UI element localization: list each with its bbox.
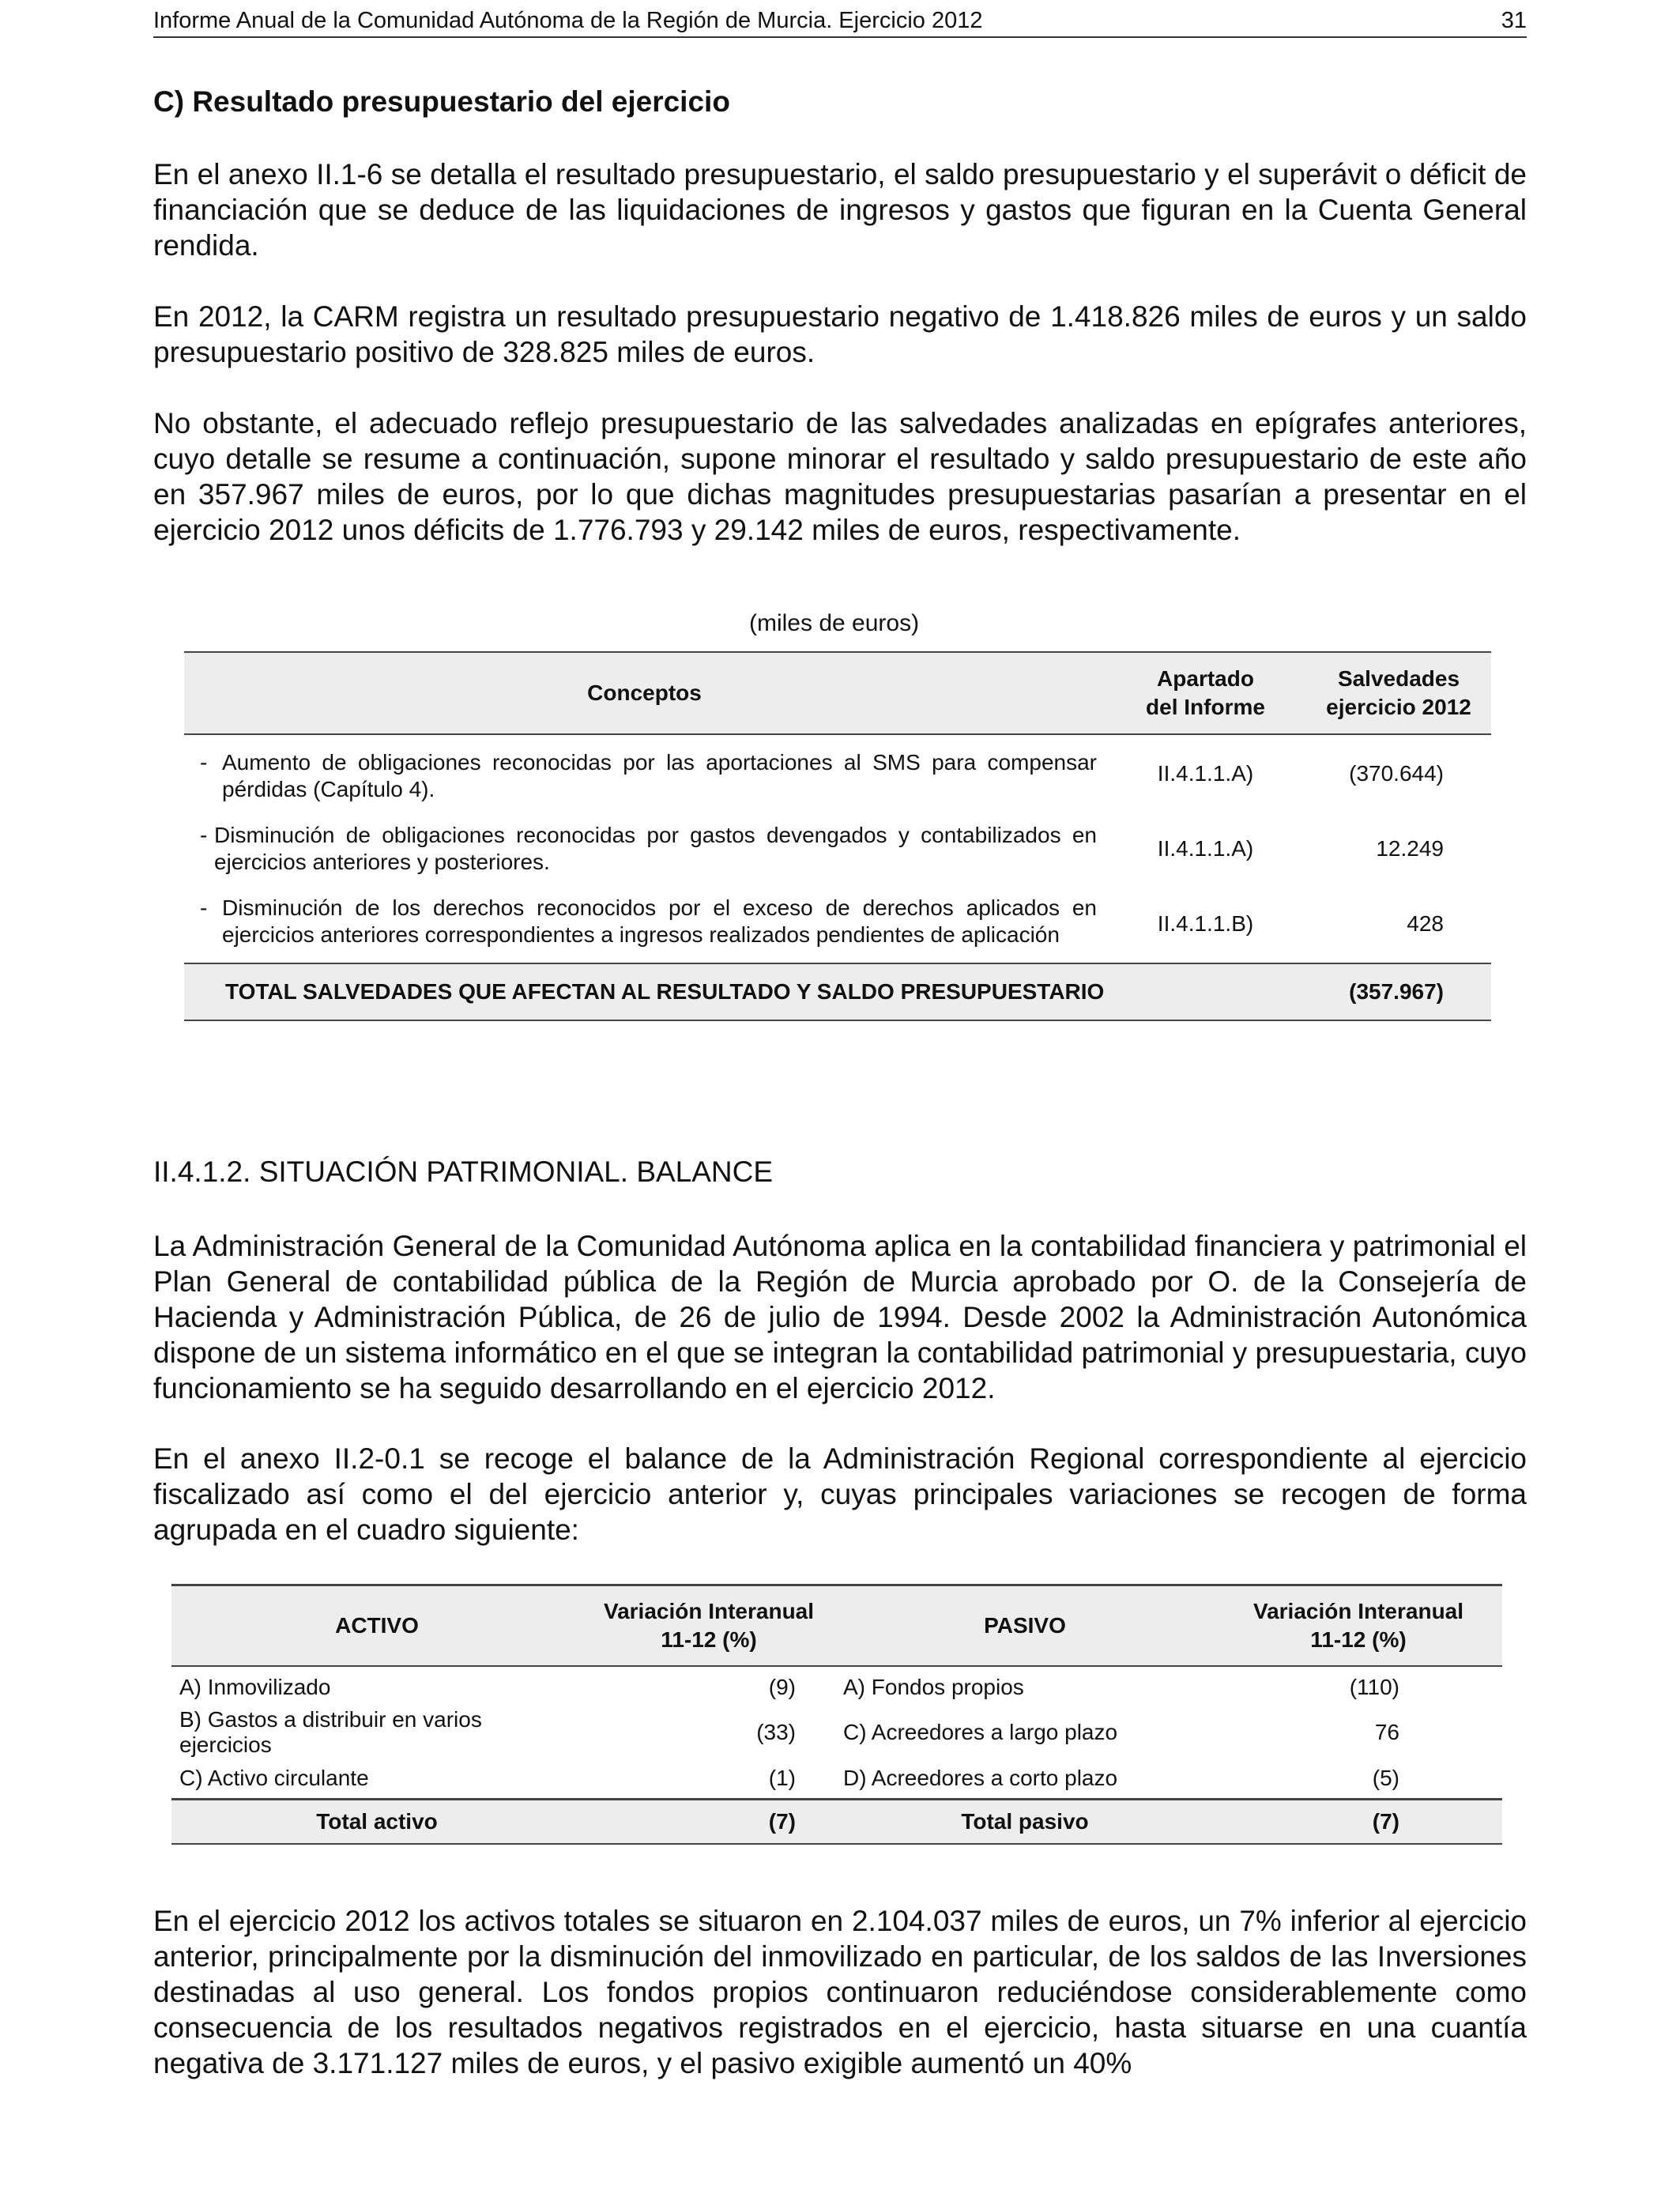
section-c-heading: C) Resultado presupuestario del ejercicio	[153, 85, 730, 118]
section-balance-heading: II.4.1.2. SITUACIÓN PATRIMONIAL. BALANCE	[153, 1155, 774, 1188]
column-header-var-pasivo	[1215, 1585, 1502, 1667]
concept-cell	[184, 885, 1105, 963]
column-header-section	[1105, 652, 1306, 734]
pasivo-cell: A) Fondos propios	[843, 1674, 1024, 1699]
column-header-salvedades	[1306, 652, 1491, 734]
total-activo-label: Total activo	[171, 1800, 582, 1845]
paragraph: En 2012, la CARM registra un resultado presupuestario negativo de 1.418.826 miles de euros y un saldo presupuestario positivo de 328.825 miles de euros.	[153, 300, 1527, 368]
activo-cell: C) Activo circulante	[179, 1765, 369, 1790]
table-row	[171, 1707, 1502, 1758]
concept-text: Disminución de los derechos reconocidos por el exceso de derechos aplicados en ejercicios anteriores correspondientes a ingresos realizados pendientes de aplicación	[222, 895, 1097, 947]
table-row	[171, 1758, 1502, 1800]
concept-cell	[184, 812, 1105, 885]
value-cell: 428	[1407, 911, 1444, 936]
section-ref-cell: II.4.1.1.B)	[1157, 911, 1254, 936]
var-activo-cell: (1)	[768, 1765, 796, 1790]
column-header-activo: ACTIVO	[171, 1585, 582, 1667]
paragraph: No obstante, el adecuado reflejo presupuestario de las salvedades analizadas en epígrafes anteriores, cuyo detalle se resume a continuación, supone minorar el resultado y saldo presupuestario de este año en 357.967 miles de euros, por lo que dichas magnitudes presupuestarias pasarían a presentar en el ejercicio 2012 unos déficits de 1.776.793 y 29.142 miles de euros, respectivamente.	[153, 407, 1527, 546]
page-header	[153, 8, 1527, 38]
pasivo-cell: D) Acreedores a corto plazo	[843, 1765, 1118, 1790]
section-ref-cell: II.4.1.1.A)	[1157, 761, 1254, 786]
header-title: Informe Anual de la Comunidad Autónoma de la Región de Murcia. Ejercicio 2012	[153, 8, 983, 33]
table-row	[184, 812, 1491, 885]
column-header-concepts: Conceptos	[184, 652, 1105, 734]
bullet-dash: -	[200, 823, 208, 847]
var-pasivo-cell: (110)	[1349, 1674, 1399, 1699]
column-header-var-activo	[582, 1585, 835, 1667]
concept-text: Disminución de obligaciones reconocidas por gastos devengados y contabilizados en ejercicios anteriores y posteriores.	[214, 823, 1097, 874]
bullet-dash: -	[200, 895, 208, 920]
page-number: 31	[1501, 8, 1527, 33]
pasivo-cell: C) Acreedores a largo plazo	[843, 1720, 1118, 1744]
concept-cell	[184, 734, 1105, 812]
section-ref-cell: II.4.1.1.A)	[1157, 836, 1254, 861]
table-unit-caption: (miles de euros)	[749, 610, 920, 636]
activo-cell: B) Gastos a distribuir en varios ejercicios	[179, 1707, 482, 1757]
total-activo-value: (7)	[582, 1800, 835, 1845]
total-row	[184, 963, 1491, 1020]
value-cell: 12.249	[1376, 836, 1444, 861]
column-header-salvedades-label: Salvedades ejercicio 2012	[1326, 666, 1471, 719]
column-header-section-label: Apartado del Informe	[1146, 666, 1265, 719]
balance-variation-table	[171, 1584, 1502, 1845]
total-label: TOTAL SALVEDADES QUE AFECTAN AL RESULTADO Y SALDO PRESUPUESTARIO	[184, 963, 1306, 1020]
paragraph: En el ejercicio 2012 los activos totales se situaron en 2.104.037 miles de euros, un 7% inferior al ejercicio anterior, principalmente por la disminución del inmovilizado en particular, de los saldos de las Inversiones destinadas al uso general. Los fondos propios continuaron reduciéndose considerablemente como consecuencia de los resultados negativos registrados en el ejercicio, hasta situarse en una cuantía negativa de 3.171.127 miles de euros, y el pasivo exigible aumentó un 40%	[153, 1905, 1527, 2079]
total-pasivo-value: (7)	[1215, 1800, 1502, 1845]
salvedades-table	[184, 651, 1491, 1021]
total-pasivo-label: Total pasivo	[835, 1800, 1215, 1845]
total-value: (357.967)	[1306, 963, 1491, 1020]
activo-cell: A) Inmovilizado	[179, 1674, 331, 1699]
var-pasivo-cell: (5)	[1372, 1765, 1399, 1790]
table-row	[184, 734, 1491, 812]
paragraph: En el anexo II.2-0.1 se recoge el balance de la Administración Regional correspondiente al ejercicio fiscalizado así como el del ejercicio anterior y, cuyas principales variaciones se recogen de forma agrupada en el cuadro siguiente:	[153, 1442, 1527, 1546]
table-row	[184, 885, 1491, 963]
value-cell: (370.644)	[1349, 761, 1444, 786]
bullet-dash: -	[200, 750, 208, 775]
paragraph: En el anexo II.1-6 se detalla el resultado presupuestario, el saldo presupuestario y el superávit o déficit de financiación que se deduce de las liquidaciones de ingresos y gastos que figuran en la Cuenta General rendida.	[153, 158, 1527, 262]
paragraph: La Administración General de la Comunidad Autónoma aplica en la contabilidad financiera y patrimonial el Plan General de contabilidad pública de la Región de Murcia aprobado por O. de la Consejería de Hacienda y Administración Pública, de 26 de julio de 1994. Desde 2002 la Administración Autonómica dispone de un sistema informático en el que se integran la contabilidad patrimonial y presupuestaria, cuyo funcionamiento se ha seguido desarrollando en el ejercicio 2012.	[153, 1230, 1527, 1404]
table-row	[171, 1666, 1502, 1707]
var-pasivo-cell: 76	[1374, 1720, 1399, 1744]
column-header-var-activo-label: Variación Interanual 11-12 (%)	[603, 1599, 815, 1652]
var-activo-cell: (33)	[756, 1720, 796, 1744]
var-activo-cell: (9)	[768, 1674, 796, 1699]
concept-text: Aumento de obligaciones reconocidas por las aportaciones al SMS para compensar pérdidas (Capítulo 4).	[222, 750, 1097, 801]
total-row	[171, 1800, 1502, 1845]
table-header-row	[184, 652, 1491, 734]
column-header-var-pasivo-label: Variación Interanual 11-12 (%)	[1252, 1599, 1464, 1652]
column-header-pasivo: PASIVO	[835, 1585, 1215, 1667]
table-header-row	[171, 1585, 1502, 1667]
